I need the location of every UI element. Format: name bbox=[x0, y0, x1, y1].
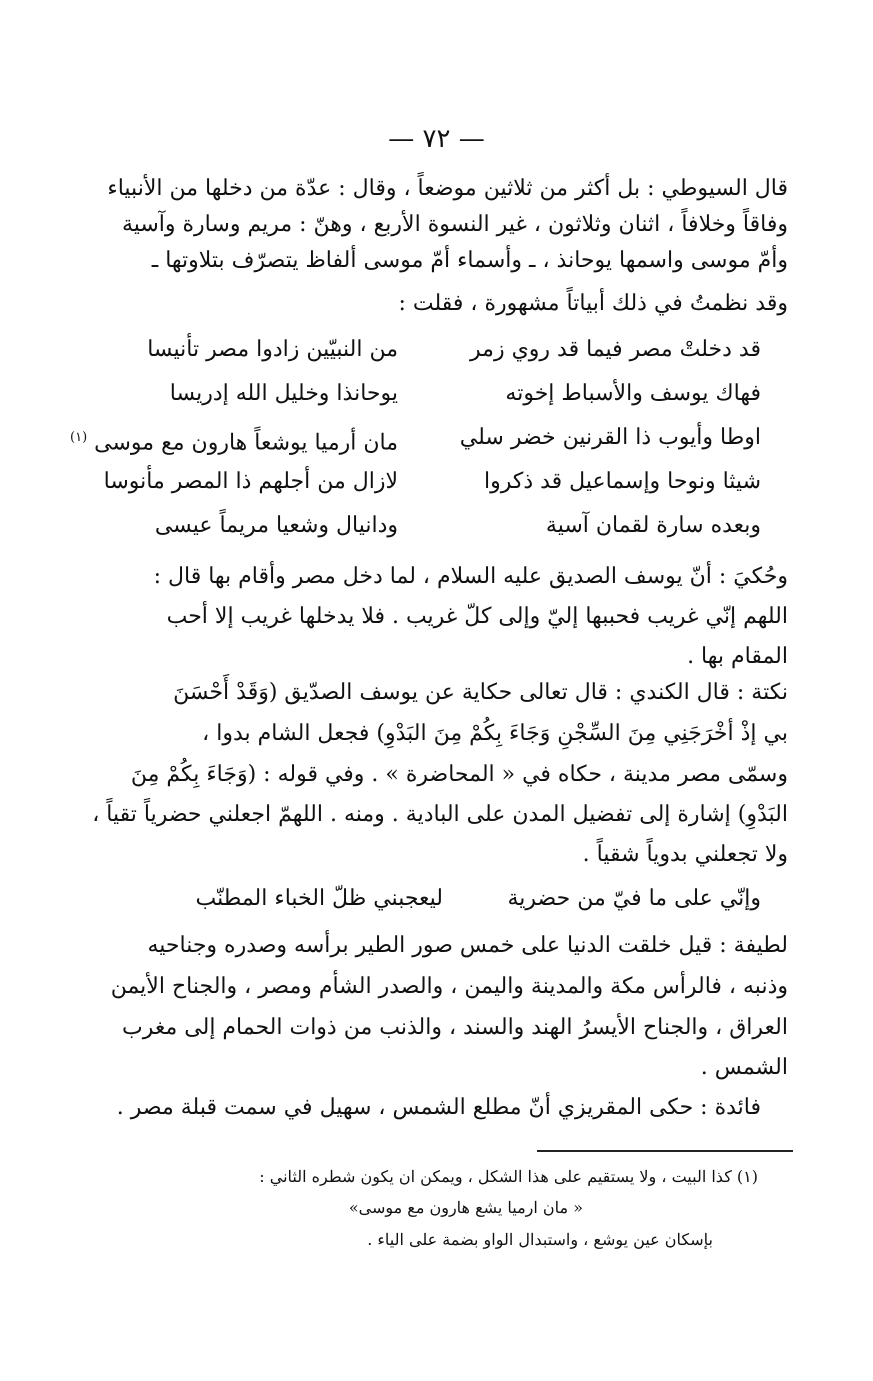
text-line: قال السيوطي : بل أكثر من ثلاثين موضعاً ، وقال : عدّة من دخلها من الأنبياء bbox=[107, 176, 788, 201]
text-line: وسمّى مصر مدينة ، حكاه في « المحاضرة » . وفي قوله : (وَجَاءَ بِكُمْ مِنَ bbox=[130, 762, 788, 787]
verse-first-hemistich: وبعده سارة لقمان آسية bbox=[545, 513, 761, 538]
verse-first-hemistich: فهاك يوسف والأسباط إخوته bbox=[505, 381, 761, 406]
verse-second-hemistich: ودانيال وشعيا مريماً عيسى bbox=[154, 513, 398, 538]
text-line: وأمّ موسى واسمها يوحانذ ، ـ وأسماء أمّ موسى ألفاظ يتصرّف بتلاوتها ـ bbox=[151, 248, 788, 273]
page-number: — ٧٢ — bbox=[388, 124, 485, 154]
verse-second-hemistich: ليعجبني ظلّ الخباء المطنّب bbox=[195, 886, 443, 911]
text-line: فائدة : حكى المقريزي أنّ مطلع الشمس ، سهيل في سمت قبلة مصر . bbox=[116, 1095, 761, 1120]
text-line: العراق ، والجناح الأيسرُ الهند والسند ، والذنب من ذوات الحمام إلى مغرب bbox=[122, 1015, 788, 1040]
text-line: وحُكيَ : أنّ يوسف الصديق عليه السلام ، لما دخل مصر وأقام بها قال : bbox=[153, 564, 788, 589]
verse-first-hemistich: قد دخلتْ مصر فيما قد روي زمر bbox=[470, 337, 761, 362]
text-line: لطيفة : قيل خلقت الدنيا على خمس صور الطير برأسه وصدره وجناحيه bbox=[147, 933, 788, 958]
verse-first-hemistich: اوطا وأيوب ذا القرنين خضر سلي bbox=[459, 425, 761, 450]
verse-first-hemistich: وإنّي على ما فيّ من حضرية bbox=[507, 886, 761, 911]
verse-first-hemistich: شيثا ونوحا وإسماعيل قد ذكروا bbox=[483, 469, 761, 494]
text-line: المقام بها . bbox=[687, 644, 788, 669]
text-line: بي إذْ أخْرَجَنِي مِنَ السِّجْنِ وَجَاءَ بِكُمْ مِنَ البَدْوِ) فجعل الشام بدوا ، bbox=[202, 721, 788, 746]
verse-second-hemistich bbox=[70, 423, 398, 458]
text-line: البَدْوِ) إشارة إلى تفضيل المدن على البادية . ومنه . اللهمّ اجعلني حضرياً تقياً ، bbox=[92, 802, 788, 827]
verse-second-hemistich: يوحانذا وخليل الله إدريسا bbox=[169, 381, 398, 406]
footnote-line: « مان ارميا يشع هارون مع موسى» bbox=[348, 1198, 583, 1217]
verse-second-hemistich: من النبيّين زادوا مصر تأنيسا bbox=[147, 337, 398, 362]
text-line: اللهم إنّي غريب فحببها إليّ وإلى كلّ غريب . فلا يدخلها غريب إلا أحب bbox=[166, 604, 788, 629]
text-line: ولا تجعلني بدوياً شقياً . bbox=[582, 842, 788, 867]
footnote-line: (١) كذا البيت ، ولا يستقيم على هذا الشكل ، ويمكن ان يكون شطره الثاني : bbox=[259, 1167, 758, 1186]
footnote-marker: (١) bbox=[70, 430, 88, 445]
footnote-line: بإسكان عين يوشع ، واستبدال الواو بضمة على الياء . bbox=[367, 1230, 713, 1249]
verse-text: مان أرميا يوشعاً هارون مع موسى bbox=[94, 430, 398, 456]
text-line: وقد نظمتُ في ذلك أبياتاً مشهورة ، فقلت : bbox=[398, 291, 788, 316]
footnote-divider bbox=[537, 1150, 793, 1152]
text-line: نكتة : قال الكندي : قال تعالى حكاية عن يوسف الصدّيق (وَقَدْ أَحْسَنَ bbox=[173, 680, 788, 705]
text-line: وفاقاً وخلافاً ، اثنان وثلاثون ، غير النسوة الأربع ، وهنّ : مريم وسارة وآسية bbox=[121, 212, 788, 237]
verse-second-hemistich: لازال من أجلهم ذا المصر مأنوسا bbox=[103, 469, 398, 494]
text-line: الشمس . bbox=[700, 1055, 788, 1080]
text-line: وذنبه ، فالرأس مكة والمدينة واليمن ، والصدر الشأم ومصر ، والجناح الأيمن bbox=[110, 974, 788, 999]
